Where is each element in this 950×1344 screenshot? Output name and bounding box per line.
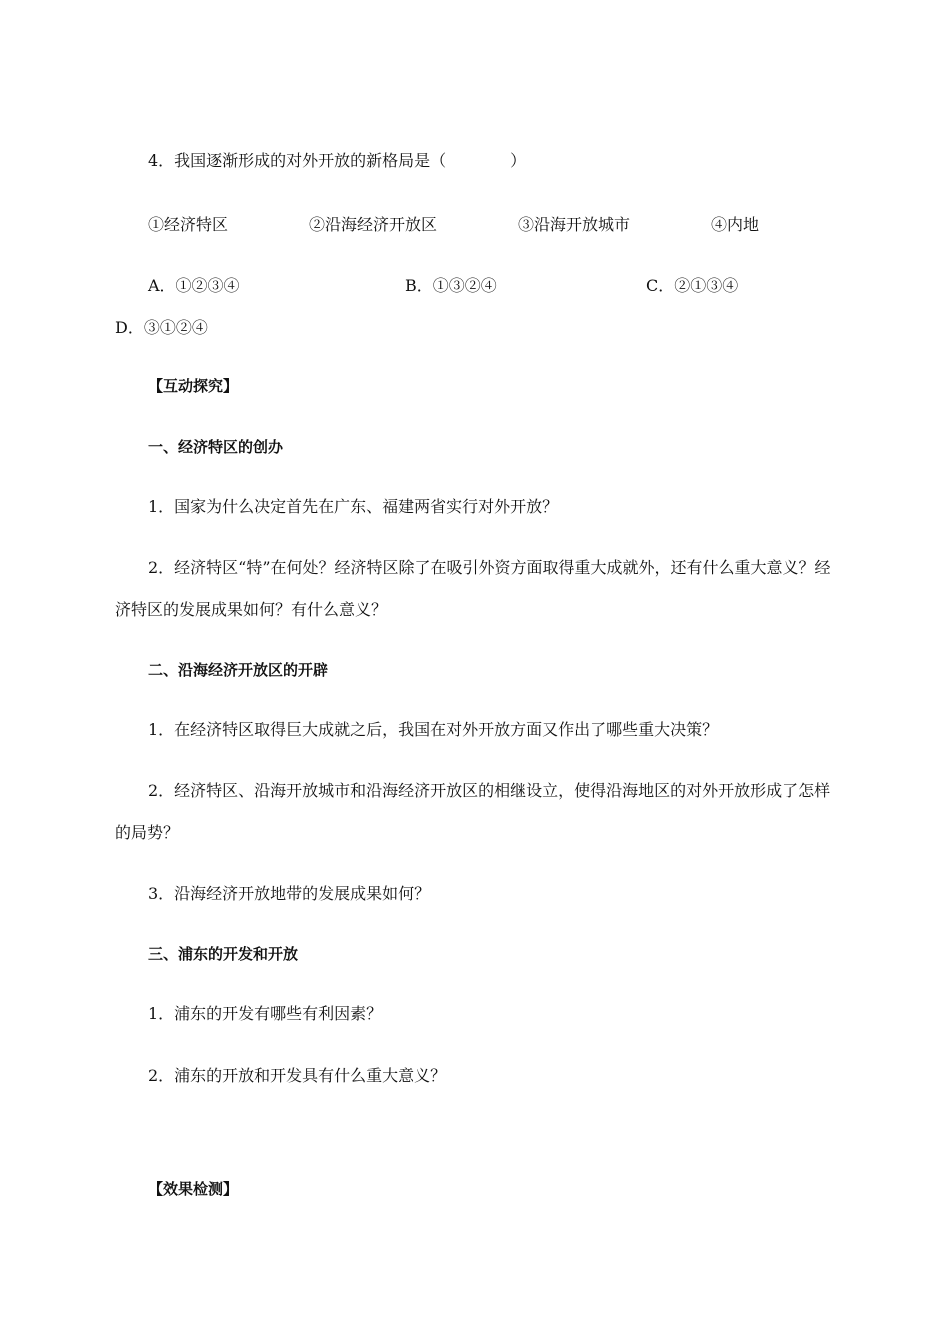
section-1-question-2: 2．经济特区“特”在何处？经济特区除了在吸引外资方面取得重大成就外，还有什么重大意义？经济特区的发展成果如何？有什么意义？ [115, 558, 831, 619]
section-1-title: 一、经济特区的创办 [148, 438, 284, 456]
section-1-question-1: 1．国家为什么决定首先在广东、福建两省实行对外开放？ [148, 497, 559, 516]
section-3-question-2: 2．浦东的开放和开发具有什么重大意义？ [148, 1066, 447, 1085]
question-4-stem: 4．我国逐渐形成的对外开放的新格局是（ ） [148, 151, 527, 170]
section-2-question-2: 2．经济特区、沿海开放城市和沿海经济开放区的相继设立，使得沿海地区的对外开放形成了怎样的局势？ [115, 781, 831, 842]
choice-d: D．③①②④ [115, 318, 208, 337]
effect-check-heading: 【效果检测】 [148, 1180, 239, 1198]
section-2-title: 二、沿海经济开放区的开辟 [148, 661, 329, 679]
choice-b: B．①③②④ [405, 276, 497, 295]
item-3: ③沿海开放城市 [518, 215, 631, 234]
item-4: ④内地 [711, 215, 760, 234]
section-2-question-1: 1．在经济特区取得巨大成就之后，我国在对外开放方面又作出了哪些重大决策？ [148, 720, 719, 739]
section-2-question-3: 3．沿海经济开放地带的发展成果如何？ [148, 884, 431, 903]
section-3-question-1: 1．浦东的开发有哪些有利因素？ [148, 1004, 383, 1023]
interactive-heading: 【互动探究】 [148, 377, 239, 395]
choice-c: C．②①③④ [646, 276, 739, 295]
choice-a: A．①②③④ [148, 276, 240, 295]
item-1: ①经济特区 [148, 215, 229, 234]
section-3-title: 三、浦东的开发和开放 [148, 945, 299, 963]
item-2: ②沿海经济开放区 [309, 215, 438, 234]
